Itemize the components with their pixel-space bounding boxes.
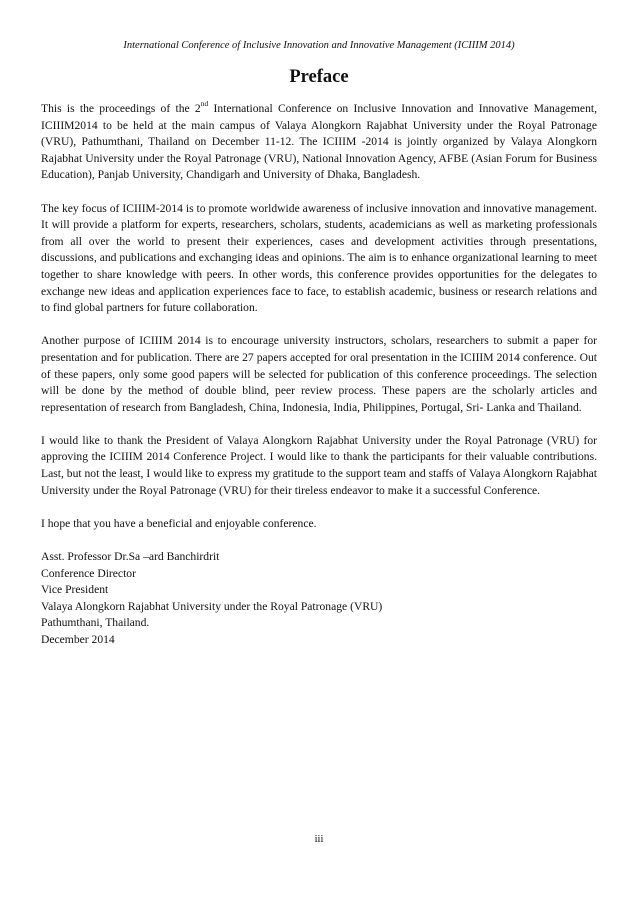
preface-body — [41, 101, 597, 649]
paragraph-acknowledgements: I would like to thank the President of Valaya Alongkorn Rajabhat University under the Royal Patronage (VRU) for approving the ICIIIM 2014 Conference Project. I would like to thank the participants for their valuable contributions. Last, but not the least, I would like to express my gratitude to the support team and staffs of Valaya Alongkorn Rajabhat University under the Royal Patronage (VRU) for their tireless endeavor to make it a successful Conference. — [41, 433, 597, 497]
signatory-institution: Valaya Alongkorn Rajabhat University under the Royal Patronage (VRU) — [41, 599, 383, 613]
signature-date: December 2014 — [41, 633, 115, 646]
signatory-role-vice-president: Vice President — [41, 583, 109, 597]
signatory-role-director: Conference Director — [41, 566, 136, 580]
running-header: International Conference of Inclusive Innovation and Innovative Management (ICIIIM 2014) — [123, 40, 515, 51]
paragraph-intro-rest: International Conference on Inclusive Innovation and Innovative Management, ICIIIM2014 to be held at the main campus of Valaya Alongkorn Rajabhat University under the Royal Patronage (VRU), Pathumthani, Thailand on December 11-12. The ICIIIM -2014 is jointly organized by Valaya Alongkorn Rajabhat University under the Royal Patronage (VRU), National Innovation Agency, AFBE (Asian Forum for Business Education), Panjab University, Chandigarh and University of Dhaka, Bangladesh. — [41, 102, 597, 182]
signatory-name: Asst. Professor Dr.Sa –ard Banchirdrit — [41, 550, 220, 564]
paragraph-key-focus: The key focus of ICIIIM-2014 is to promote worldwide awareness of inclusive innovation and innovative management. It will provide a platform for experts, researchers, scholars, students, academicians as well as marketing professionals from all over the world to present their experiences, cases and development activities through presentations, discussions, and publications and exchanging ideas and opinions. The aim is to enhance organizational learning to meet together to share knowledge with peers. In other words, this conference provides opportunities for the delegates to exchange new ideas and application experiences face to face, to establish academic, business or research relations and to find global partners for future collaboration. — [41, 201, 597, 315]
paragraph-intro-start: This is the proceedings of the 2 — [41, 102, 201, 115]
signature-block — [41, 549, 597, 649]
paragraph-closing: I hope that you have a beneficial and enjoyable conference. — [41, 516, 317, 530]
signatory-location: Pathumthani, Thailand. — [41, 616, 150, 630]
paragraph-purpose: Another purpose of ICIIIM 2014 is to encourage university instructors, scholars, researchers to submit a paper for presentation and for publication. There are 27 papers accepted for oral presentation in the ICIIIM 2014 conference. Out of these papers, only some good papers will be selected for publication of this conference proceedings. The selection will be done by the method of double blind, peer review process. These papers are the scholarly articles and representation of research from Bangladesh, China, Indonesia, India, Philippines, Portugal, Sri- Lanka and Thailand. — [41, 334, 597, 414]
page-number: iii — [314, 834, 324, 845]
paragraph-intro — [41, 101, 597, 184]
page-title: Preface — [289, 67, 349, 87]
ordinal-superscript: nd — [200, 99, 209, 108]
